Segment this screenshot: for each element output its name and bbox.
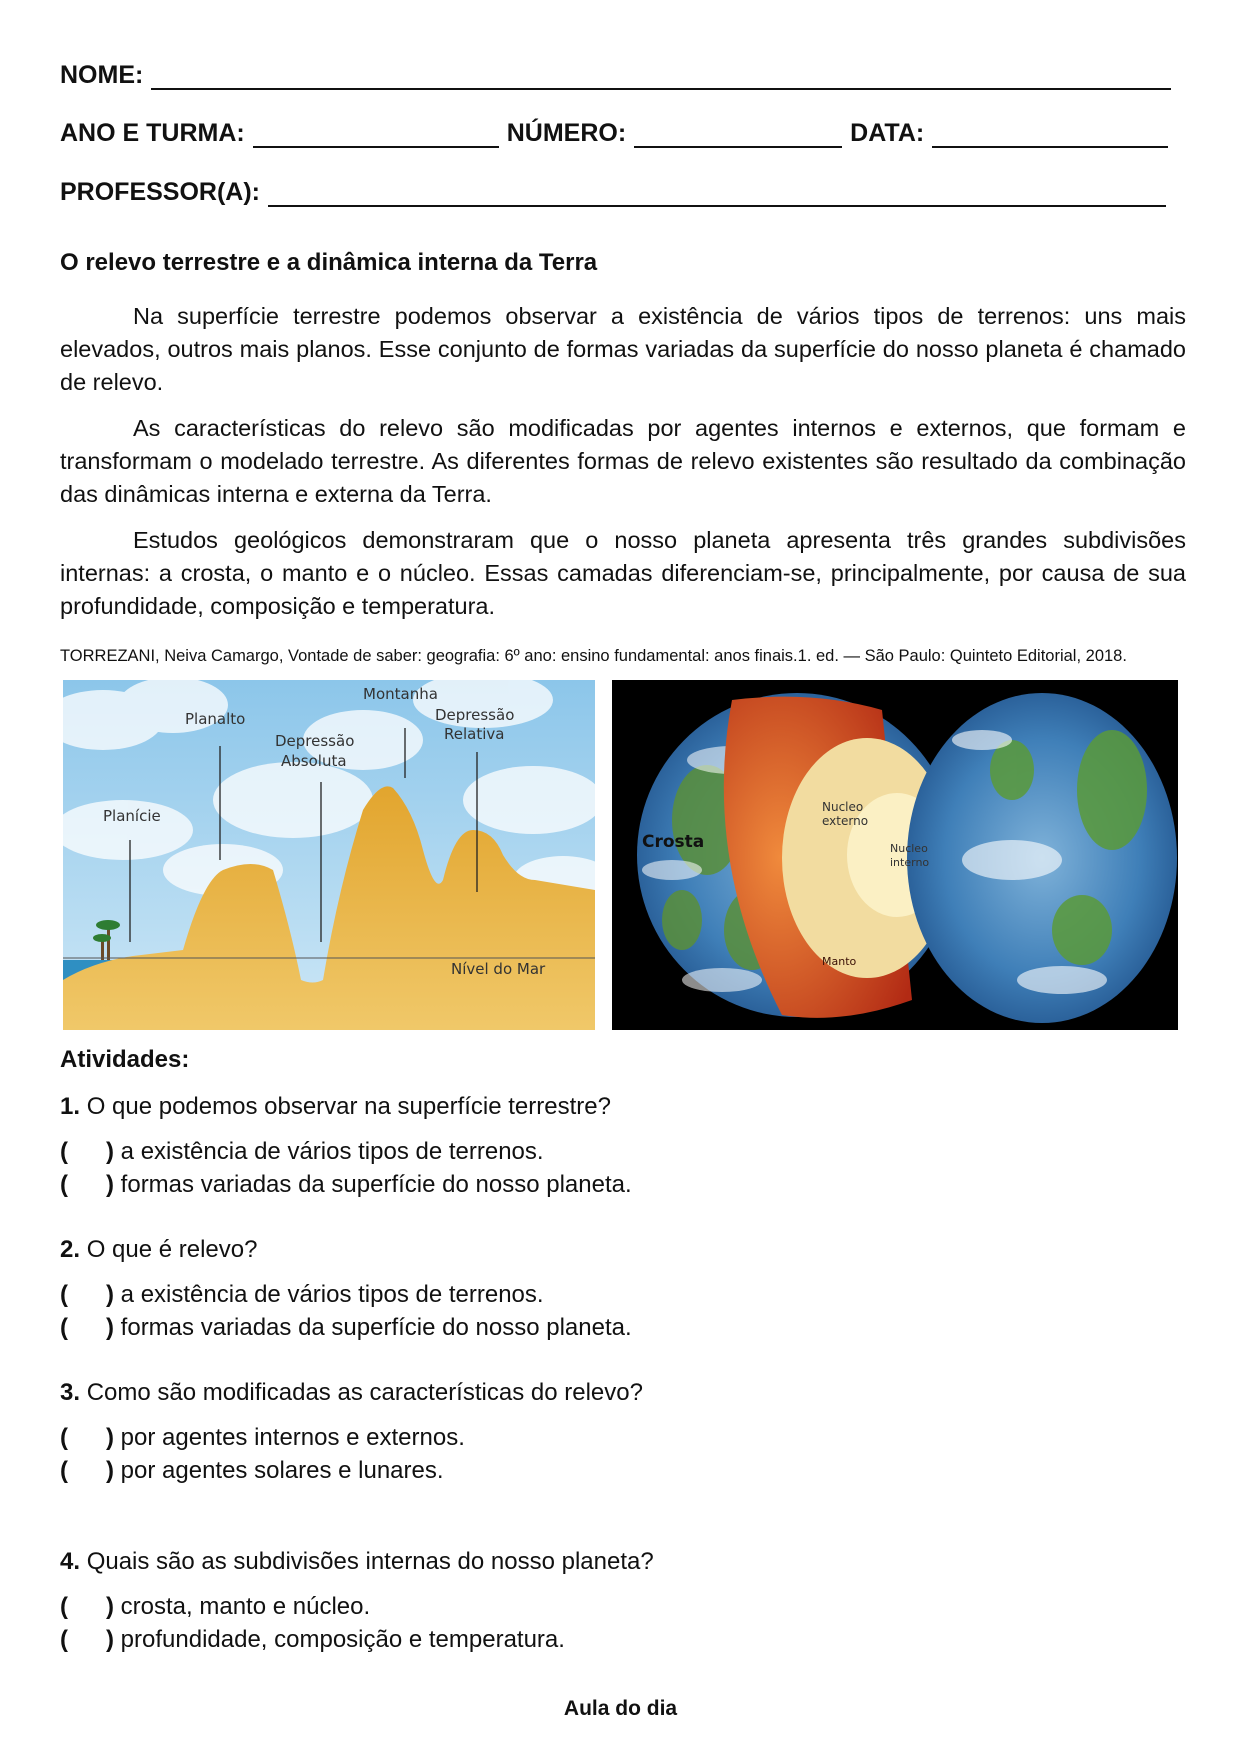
option-text: por agentes solares e lunares. bbox=[120, 1457, 444, 1484]
question-1-number: 1. bbox=[60, 1093, 81, 1120]
question-2-option-1[interactable] bbox=[60, 1281, 544, 1309]
option-text: formas variadas da superfície do nosso planeta. bbox=[120, 1171, 632, 1198]
label-nucleo-externo-1: Nucleo bbox=[822, 800, 864, 814]
checkbox-open[interactable]: ( bbox=[60, 1457, 68, 1484]
checkbox-close[interactable]: ) bbox=[106, 1171, 114, 1198]
class-field-row bbox=[60, 118, 1176, 148]
checkbox-close[interactable]: ) bbox=[106, 1281, 114, 1308]
question-3-option-1[interactable] bbox=[60, 1424, 465, 1452]
name-blank[interactable] bbox=[151, 62, 1171, 90]
checkbox-open[interactable]: ( bbox=[60, 1593, 68, 1620]
checkbox-open[interactable]: ( bbox=[60, 1171, 68, 1198]
data-label: DATA: bbox=[850, 119, 925, 147]
numero-blank[interactable] bbox=[634, 120, 842, 148]
question-1 bbox=[60, 1093, 611, 1121]
label-depressao-relativa-1: Depressão bbox=[435, 706, 515, 724]
checkbox-close[interactable]: ) bbox=[106, 1424, 114, 1451]
question-4 bbox=[60, 1548, 654, 1576]
question-3-option-2[interactable] bbox=[60, 1457, 444, 1485]
label-planalto: Planalto bbox=[185, 710, 246, 728]
checkbox-close[interactable]: ) bbox=[106, 1138, 114, 1165]
question-2-number: 2. bbox=[60, 1236, 81, 1263]
question-1-option-1[interactable] bbox=[60, 1138, 544, 1166]
teacher-field-row bbox=[60, 177, 1174, 207]
option-text: a existência de vários tipos de terrenos. bbox=[120, 1138, 544, 1165]
checkbox-close[interactable]: ) bbox=[106, 1593, 114, 1620]
checkbox-close[interactable]: ) bbox=[106, 1457, 114, 1484]
question-3 bbox=[60, 1379, 643, 1407]
text-title: O relevo terrestre e a dinâmica interna da Terra bbox=[60, 249, 598, 276]
label-depressao-absoluta-2: Absoluta bbox=[281, 752, 347, 770]
option-text: formas variadas da superfície do nosso planeta. bbox=[120, 1314, 632, 1341]
label-nucleo-externo-2: externo bbox=[822, 814, 869, 828]
ano-turma-label: ANO E TURMA: bbox=[60, 119, 245, 147]
relief-diagram bbox=[63, 680, 595, 1030]
question-4-text: Quais são as subdivisões internas do nosso planeta? bbox=[86, 1548, 654, 1575]
data-blank[interactable] bbox=[932, 120, 1168, 148]
checkbox-close[interactable]: ) bbox=[106, 1314, 114, 1341]
option-text: a existência de vários tipos de terrenos. bbox=[120, 1281, 544, 1308]
option-text: profundidade, composição e temperatura. bbox=[120, 1626, 565, 1653]
footer-text: Aula do dia bbox=[563, 1697, 678, 1720]
question-2 bbox=[60, 1236, 257, 1264]
question-1-option-2[interactable] bbox=[60, 1171, 632, 1199]
question-3-number: 3. bbox=[60, 1379, 81, 1406]
name-field-row bbox=[60, 60, 1179, 90]
label-nucleo-interno-1: Nucleo bbox=[890, 842, 928, 855]
option-text: crosta, manto e núcleo. bbox=[120, 1593, 371, 1620]
ano-turma-blank[interactable] bbox=[253, 120, 499, 148]
checkbox-open[interactable]: ( bbox=[60, 1138, 68, 1165]
question-2-text: O que é relevo? bbox=[86, 1236, 258, 1263]
question-3-text: Como são modificadas as características do relevo? bbox=[86, 1379, 643, 1406]
question-4-option-2[interactable] bbox=[60, 1626, 565, 1654]
checkbox-open[interactable]: ( bbox=[60, 1281, 68, 1308]
paragraph-1: Na superfície terrestre podemos observar a existência de vários tipos de terrenos: uns mais elevados, outros mais planos. Esse conjunto de formas variadas da superfície do nosso planeta é chamado de relevo. bbox=[60, 303, 1186, 395]
label-nucleo-interno-2: interno bbox=[890, 856, 930, 869]
label-nivel-do-mar: Nível do Mar bbox=[451, 960, 546, 978]
activities-title: Atividades: bbox=[60, 1046, 190, 1073]
professor-label: PROFESSOR(A): bbox=[60, 178, 260, 206]
paragraph-2: As características do relevo são modificadas por agentes internos e externos, que formam e transformam o modelado terrestre. As diferentes formas de relevo existentes são resultado da combinação das dinâmicas interna e externa da Terra. bbox=[60, 415, 1186, 507]
question-2-option-2[interactable] bbox=[60, 1314, 632, 1342]
earth-layers-illustration bbox=[612, 680, 1178, 1030]
question-4-number: 4. bbox=[60, 1548, 81, 1575]
label-manto: Manto bbox=[822, 955, 857, 968]
label-depressao-absoluta-1: Depressão bbox=[275, 732, 355, 750]
checkbox-open[interactable]: ( bbox=[60, 1314, 68, 1341]
checkbox-open[interactable]: ( bbox=[60, 1424, 68, 1451]
professor-blank[interactable] bbox=[268, 179, 1166, 207]
citation: TORREZANI, Neiva Camargo, Vontade de saber: geografia: 6º ano: ensino fundamental: anos finais.1. ed. — São Paulo: Quinteto Editorial, 2018. bbox=[60, 647, 1127, 665]
label-depressao-relativa-2: Relativa bbox=[444, 725, 505, 743]
relief-illustration bbox=[63, 680, 595, 1030]
name-label: NOME: bbox=[60, 61, 144, 89]
checkbox-open[interactable]: ( bbox=[60, 1626, 68, 1653]
label-planicie: Planície bbox=[103, 807, 161, 825]
option-text: por agentes internos e externos. bbox=[120, 1424, 465, 1451]
question-4-option-1[interactable] bbox=[60, 1593, 370, 1621]
checkbox-close[interactable]: ) bbox=[106, 1626, 114, 1653]
question-1-text: O que podemos observar na superfície terrestre? bbox=[86, 1093, 611, 1120]
paragraph-3: Estudos geológicos demonstraram que o nosso planeta apresenta três grandes subdivisões internas: a crosta, o manto e o núcleo. Essas camadas diferenciam-se, principalmente, por causa de sua profundidade, composição e temperatura. bbox=[60, 527, 1186, 619]
earth-layers-diagram bbox=[612, 680, 1178, 1030]
numero-label: NÚMERO: bbox=[506, 119, 627, 147]
label-montanha: Montanha bbox=[363, 685, 438, 703]
label-crosta: Crosta bbox=[642, 832, 705, 852]
